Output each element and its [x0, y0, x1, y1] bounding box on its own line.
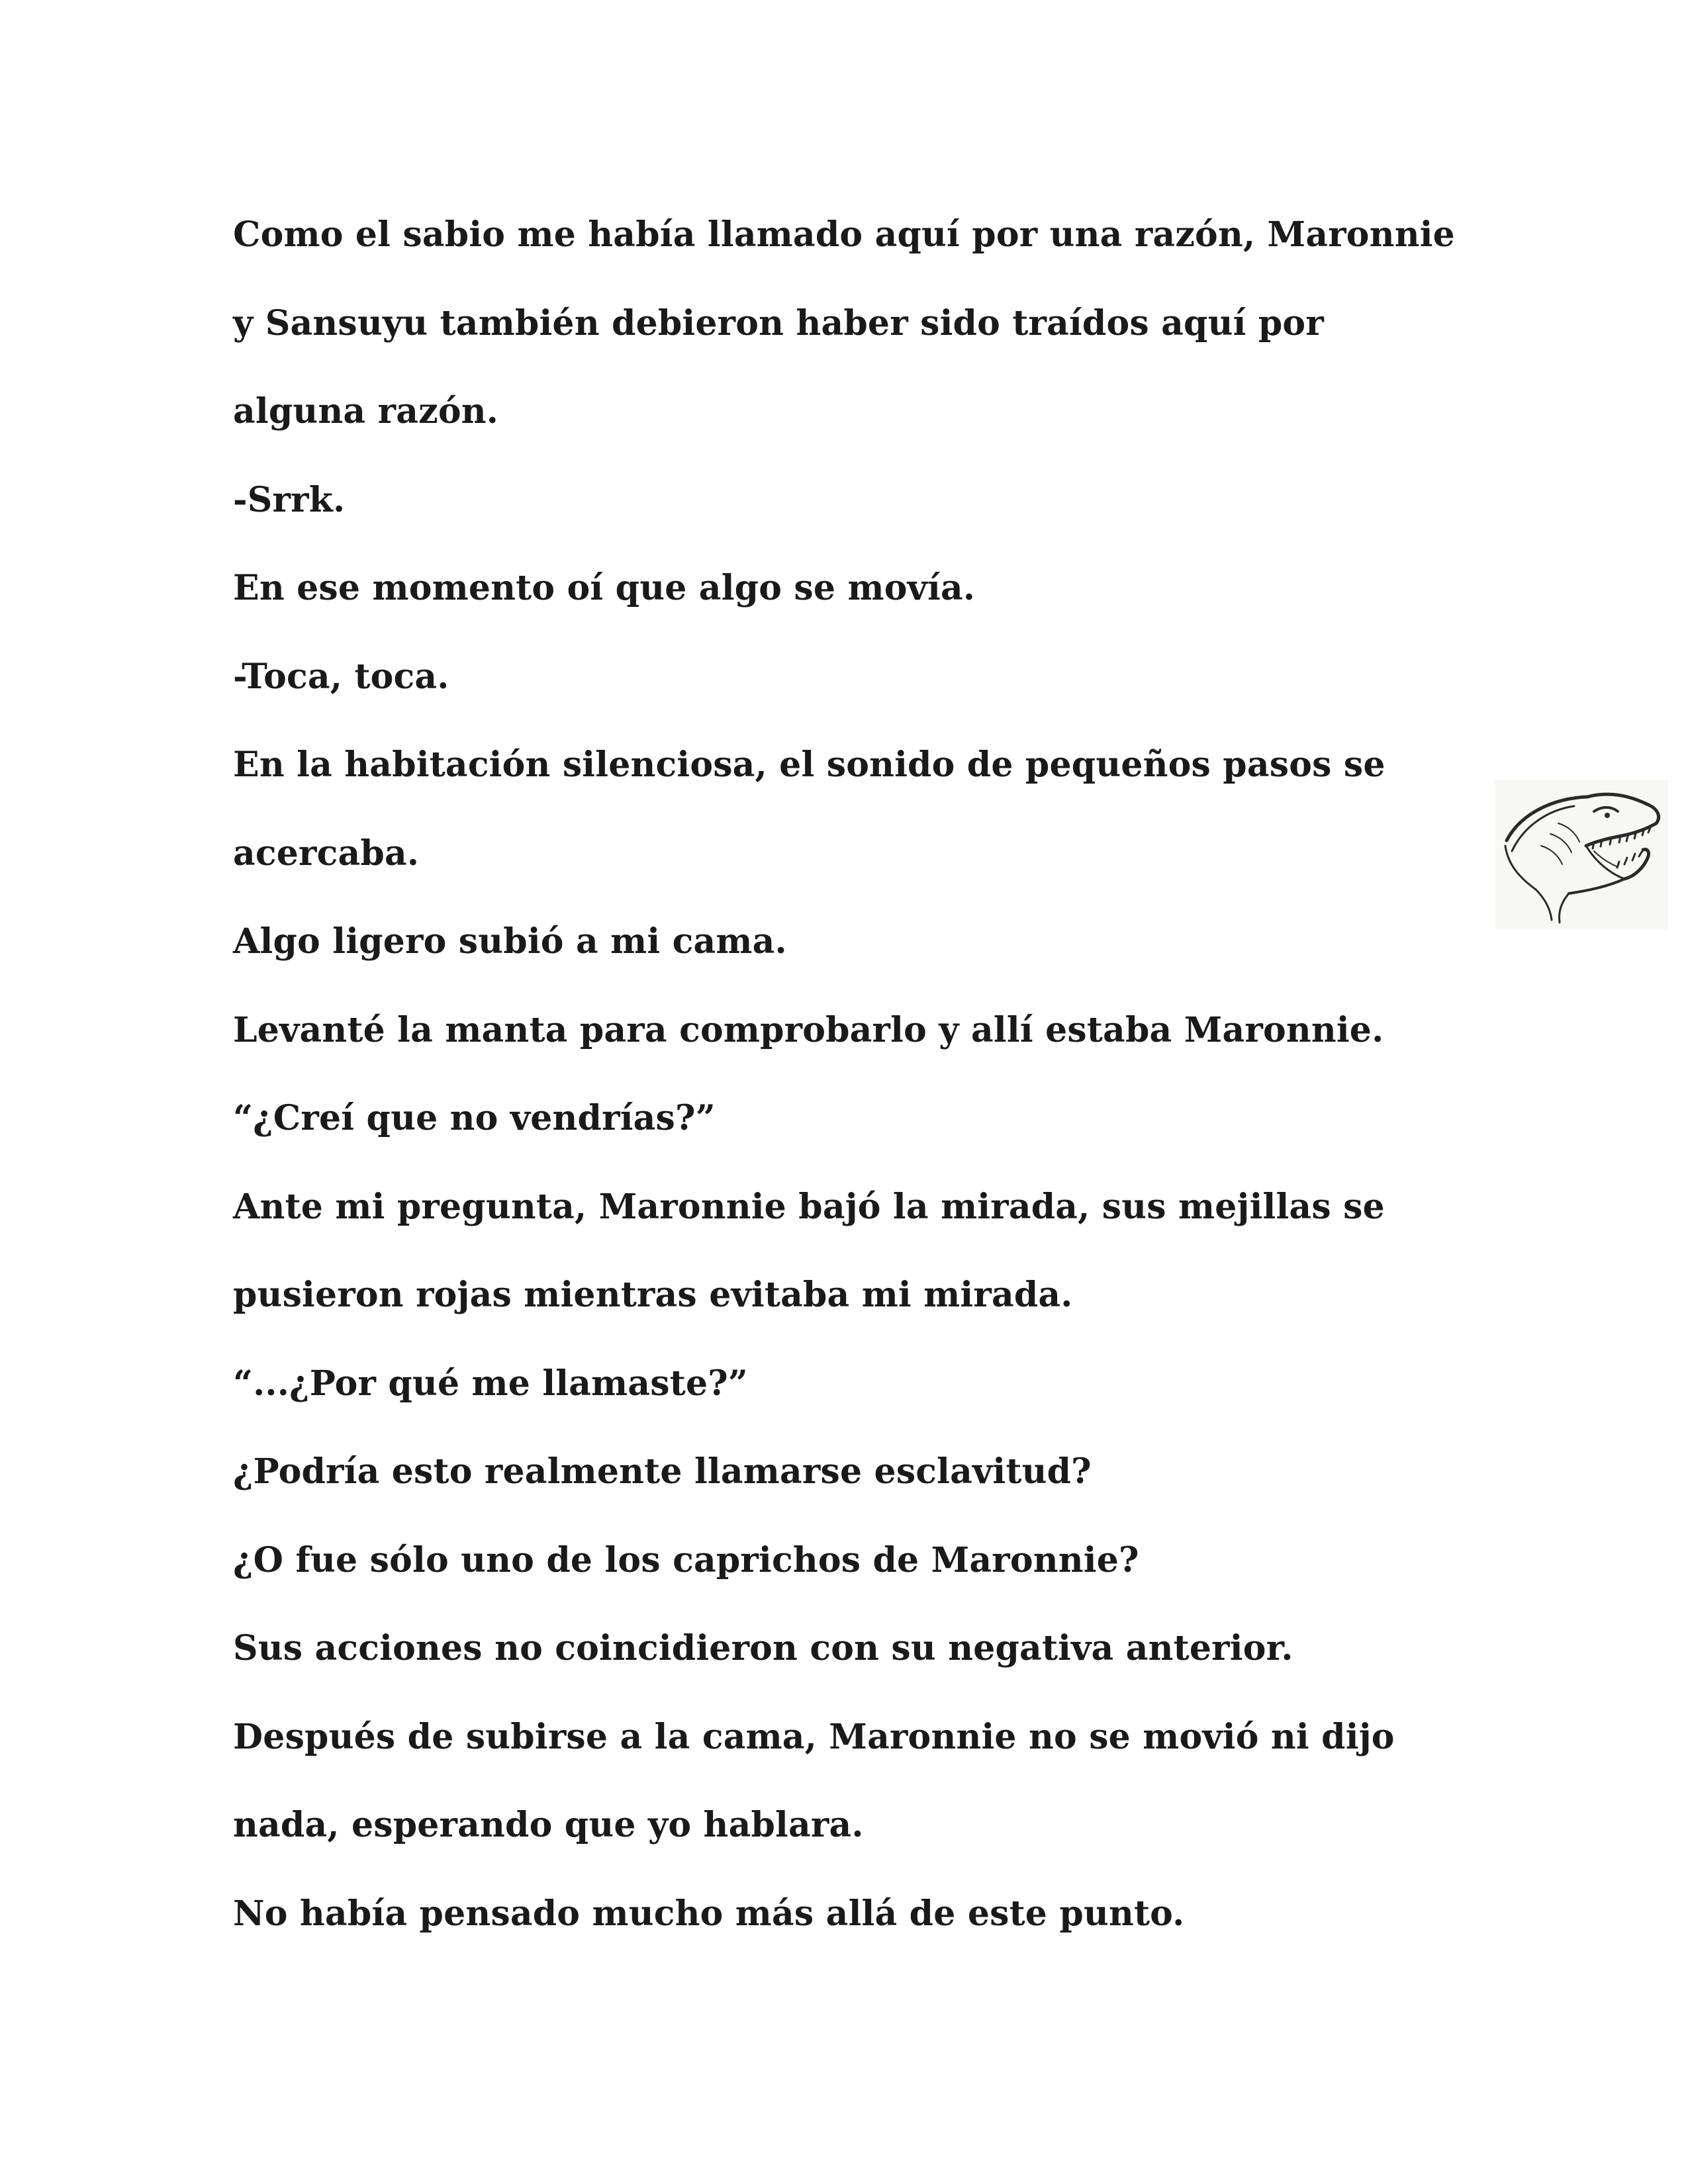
text-line: -Srrk. [233, 479, 346, 520]
text-line: Levanté la manta para comprobarlo y allí estaba Maronnie. [233, 1009, 1384, 1050]
text-line: “¿Creí que no vendrías?” [233, 1098, 716, 1138]
text-line: En la habitación silenciosa, el sonido de pequeños pasos se [233, 745, 1385, 785]
text-line: pusieron rojas mientras evitaba mi mirada. [233, 1275, 1073, 1315]
text-line: Después de subirse a la cama, Maronnie no se movió ni dijo [233, 1716, 1395, 1757]
text-line: Sus acciones no coincidieron con su negativa anterior. [233, 1628, 1293, 1668]
text-line: ¿O fue sólo uno de los caprichos de Maronnie? [233, 1539, 1139, 1580]
text-line: Como el sabio me había llamado aquí por una razón, Maronnie [233, 214, 1455, 255]
text-line: En ese momento oí que algo se movía. [233, 568, 976, 608]
text-line: -Toca, toca. [233, 656, 449, 697]
dinosaur-head-sketch-icon [1495, 780, 1668, 929]
text-line: nada, esperando que yo hablara. [233, 1805, 864, 1845]
text-line: y Sansuyu también debieron haber sido traídos aquí por [233, 302, 1324, 343]
body-text [233, 191, 1491, 1958]
text-line: Ante mi pregunta, Maronnie bajó la mirada, sus mejillas se [233, 1186, 1385, 1227]
text-line: No había pensado mucho más allá de este punto. [233, 1893, 1185, 1934]
text-line: Algo ligero subió a mi cama. [233, 921, 787, 962]
text-line: “...¿Por qué me llamaste?” [233, 1363, 749, 1404]
text-line: alguna razón. [233, 391, 499, 432]
text-line: acercaba. [233, 833, 420, 874]
text-line: ¿Podría esto realmente llamarse esclavitud? [233, 1451, 1092, 1492]
